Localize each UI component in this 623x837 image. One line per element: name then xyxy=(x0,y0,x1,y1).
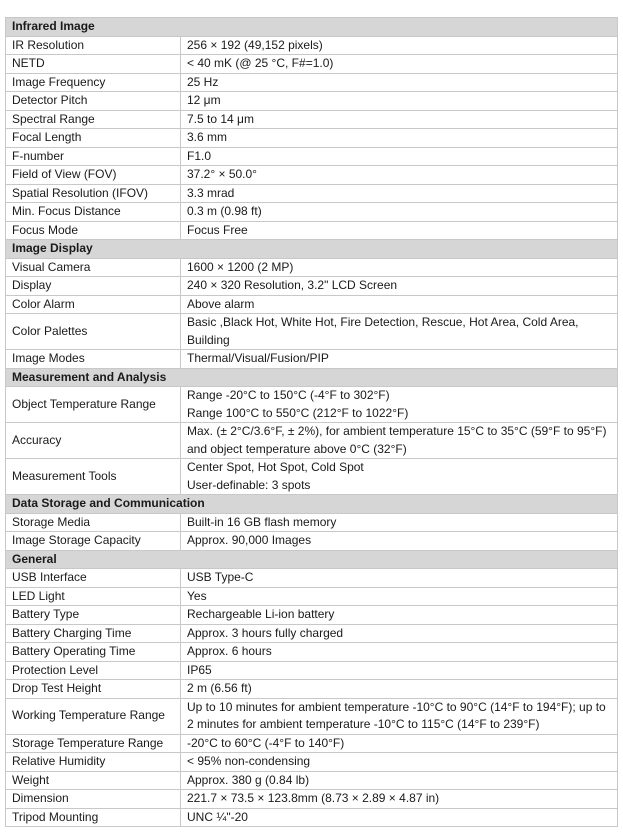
spec-value-line: 12 μm xyxy=(187,93,221,107)
section-title: General xyxy=(6,550,618,569)
spec-value-line: and object temperature above 0°C (32°F) xyxy=(187,441,407,456)
spec-value-line: Range 100°C to 550°C (212°F to 1022°F) xyxy=(187,405,409,420)
spec-value xyxy=(181,387,618,423)
spec-label: Storage Temperature Range xyxy=(6,734,181,753)
spec-value-line: < 95% non-condensing xyxy=(187,754,311,768)
spec-value xyxy=(181,295,618,314)
spec-value xyxy=(181,606,618,625)
spec-label: Storage Media xyxy=(6,513,181,532)
spec-row xyxy=(6,387,618,423)
spec-value xyxy=(181,203,618,222)
spec-value xyxy=(181,36,618,55)
spec-row xyxy=(6,771,618,790)
spec-value-line: Building xyxy=(187,332,230,347)
spec-value-line: Center Spot, Hot Spot, Cold Spot xyxy=(187,460,364,474)
spec-value xyxy=(181,166,618,185)
spec-row xyxy=(6,753,618,772)
spec-value xyxy=(181,808,618,827)
spec-value xyxy=(181,643,618,662)
spec-value-line: UNC ¼"-20 xyxy=(187,809,248,824)
spec-label: Focal Length xyxy=(6,129,181,148)
spec-value-line: Approx. 90,000 Images xyxy=(187,533,312,547)
spec-label: Protection Level xyxy=(6,661,181,680)
spec-value xyxy=(181,513,618,532)
spec-value xyxy=(181,147,618,166)
spec-label: Color Palettes xyxy=(6,314,181,350)
spec-label: Battery Charging Time xyxy=(6,624,181,643)
spec-row xyxy=(6,624,618,643)
section-header xyxy=(6,550,618,569)
spec-label: Spectral Range xyxy=(6,110,181,129)
spec-value xyxy=(181,92,618,111)
spec-row xyxy=(6,166,618,185)
spec-value-line: Focus Free xyxy=(187,222,248,237)
spec-value-line: 1600 × 1200 (2 MP) xyxy=(187,259,294,274)
spec-row xyxy=(6,569,618,588)
spec-row xyxy=(6,295,618,314)
section-title: Infrared Image xyxy=(6,18,618,37)
spec-value-line: 0.3 m (0.98 ft) xyxy=(187,204,262,218)
spec-row xyxy=(6,36,618,55)
spec-value xyxy=(181,680,618,699)
spec-label: Accuracy xyxy=(6,423,181,459)
spec-label: Image Modes xyxy=(6,350,181,369)
spec-row xyxy=(6,532,618,551)
spec-value xyxy=(181,532,618,551)
spec-value xyxy=(181,423,618,459)
section-header xyxy=(6,240,618,259)
spec-value xyxy=(181,350,618,369)
spec-value-line: Range -20°C to 150°C (-4°F to 302°F) xyxy=(187,388,390,402)
spec-value-line: USB Type-C xyxy=(187,570,254,584)
spec-row xyxy=(6,277,618,296)
spec-row xyxy=(6,734,618,753)
spec-row xyxy=(6,147,618,166)
spec-value xyxy=(181,624,618,643)
spec-row xyxy=(6,129,618,148)
spec-label: Dimension xyxy=(6,790,181,809)
spec-value-line: 2 minutes for ambient temperature -10°C to 115°C (14°F to 239°F) xyxy=(187,717,540,731)
spec-value-line: Max. (± 2°C/3.6°F, ± 2%), for ambient temperature 15°C to 35°C (59°F to 95°F) xyxy=(187,424,607,438)
spec-label: Spatial Resolution (IFOV) xyxy=(6,184,181,203)
spec-value-line: 256 × 192 (49,152 pixels) xyxy=(187,37,323,52)
spec-value xyxy=(181,734,618,753)
spec-label: Focus Mode xyxy=(6,221,181,240)
spec-value-line: User-definable: 3 spots xyxy=(187,477,311,492)
spec-row xyxy=(6,221,618,240)
spec-value xyxy=(181,661,618,680)
spec-row xyxy=(6,184,618,203)
spec-row xyxy=(6,110,618,129)
spec-label: Image Frequency xyxy=(6,73,181,92)
spec-value-line: 3.6 mm xyxy=(187,130,228,144)
spec-value xyxy=(181,771,618,790)
spec-value xyxy=(181,790,618,809)
spec-label: Drop Test Height xyxy=(6,680,181,699)
spec-value xyxy=(181,587,618,606)
spec-value-line: Built-in 16 GB flash memory xyxy=(187,514,337,529)
spec-value-line: 240 × 320 Resolution, 3.2" LCD Screen xyxy=(187,278,398,292)
spec-row xyxy=(6,680,618,699)
section-header xyxy=(6,495,618,514)
spec-label: Measurement Tools xyxy=(6,459,181,495)
spec-row xyxy=(6,258,618,277)
spec-value xyxy=(181,110,618,129)
spec-value-line: 3.3 mrad xyxy=(187,185,235,200)
spec-value-line: IP65 xyxy=(187,662,212,677)
spec-label: Visual Camera xyxy=(6,258,181,277)
spec-value xyxy=(181,277,618,296)
spec-value-line: Above alarm xyxy=(187,296,255,311)
spec-row xyxy=(6,423,618,459)
spec-value-line: Approx. 380 g (0.84 lb) xyxy=(187,772,310,787)
spec-label: Min. Focus Distance xyxy=(6,203,181,222)
spec-row xyxy=(6,350,618,369)
spec-label: Battery Type xyxy=(6,606,181,625)
spec-label: Working Temperature Range xyxy=(6,698,181,734)
spec-value xyxy=(181,753,618,772)
spec-value xyxy=(181,258,618,277)
spec-label: Weight xyxy=(6,771,181,790)
spec-row xyxy=(6,587,618,606)
spec-label: Tripod Mounting xyxy=(6,808,181,827)
spec-value xyxy=(181,459,618,495)
spec-label: Display xyxy=(6,277,181,296)
spec-label: Detector Pitch xyxy=(6,92,181,111)
spec-value-line: 7.5 to 14 μm xyxy=(187,111,254,126)
spec-row xyxy=(6,790,618,809)
spec-label: Relative Humidity xyxy=(6,753,181,772)
spec-table xyxy=(5,17,618,827)
spec-row xyxy=(6,808,618,827)
spec-value-line: Basic ,Black Hot, White Hot, Fire Detection, Rescue, Hot Area, Cold Area, xyxy=(187,315,579,329)
spec-label: NETD xyxy=(6,55,181,74)
spec-row xyxy=(6,698,618,734)
spec-row xyxy=(6,73,618,92)
spec-value xyxy=(181,129,618,148)
spec-label: Field of View (FOV) xyxy=(6,166,181,185)
spec-value xyxy=(181,55,618,74)
spec-value xyxy=(181,569,618,588)
spec-row xyxy=(6,643,618,662)
section-title: Image Display xyxy=(6,240,618,259)
section-title: Data Storage and Communication xyxy=(6,495,618,514)
spec-label: Color Alarm xyxy=(6,295,181,314)
spec-label: F-number xyxy=(6,147,181,166)
spec-row xyxy=(6,606,618,625)
spec-value-line: F1.0 xyxy=(187,148,212,163)
spec-value-line: Up to 10 minutes for ambient temperature -10°C to 90°C (14°F to 194°F); up to xyxy=(187,699,606,714)
spec-label: Object Temperature Range xyxy=(6,387,181,423)
section-header xyxy=(6,18,618,37)
spec-value-line: Rechargeable Li-ion battery xyxy=(187,607,335,621)
spec-value xyxy=(181,698,618,734)
spec-label: Image Storage Capacity xyxy=(6,532,181,551)
spec-table-body xyxy=(6,18,618,827)
spec-value-line: < 40 mK (@ 25 °C, F#=1.0) xyxy=(187,56,334,70)
spec-label: IR Resolution xyxy=(6,36,181,55)
spec-value-line: 37.2° × 50.0° xyxy=(187,167,257,181)
spec-value-line: Approx. 6 hours xyxy=(187,644,272,658)
spec-value-line: Thermal/Visual/Fusion/PIP xyxy=(187,351,329,365)
spec-value-line: -20°C to 60°C (-4°F to 140°F) xyxy=(187,735,345,750)
spec-value-line: Approx. 3 hours fully charged xyxy=(187,625,344,640)
spec-label: LED Light xyxy=(6,587,181,606)
spec-value-line: Yes xyxy=(187,588,207,603)
spec-row xyxy=(6,314,618,350)
spec-value-line: 25 Hz xyxy=(187,74,219,89)
spec-row xyxy=(6,459,618,495)
spec-row xyxy=(6,203,618,222)
spec-value-line: 221.7 × 73.5 × 123.8mm (8.73 × 2.89 × 4.87 in) xyxy=(187,791,440,805)
spec-value xyxy=(181,73,618,92)
spec-value xyxy=(181,221,618,240)
spec-row xyxy=(6,513,618,532)
spec-row xyxy=(6,661,618,680)
section-title: Measurement and Analysis xyxy=(6,368,618,387)
spec-label: USB Interface xyxy=(6,569,181,588)
spec-value xyxy=(181,314,618,350)
spec-row xyxy=(6,92,618,111)
spec-label: Battery Operating Time xyxy=(6,643,181,662)
section-header xyxy=(6,368,618,387)
spec-value-line: 2 m (6.56 ft) xyxy=(187,681,252,695)
spec-row xyxy=(6,55,618,74)
spec-value xyxy=(181,184,618,203)
